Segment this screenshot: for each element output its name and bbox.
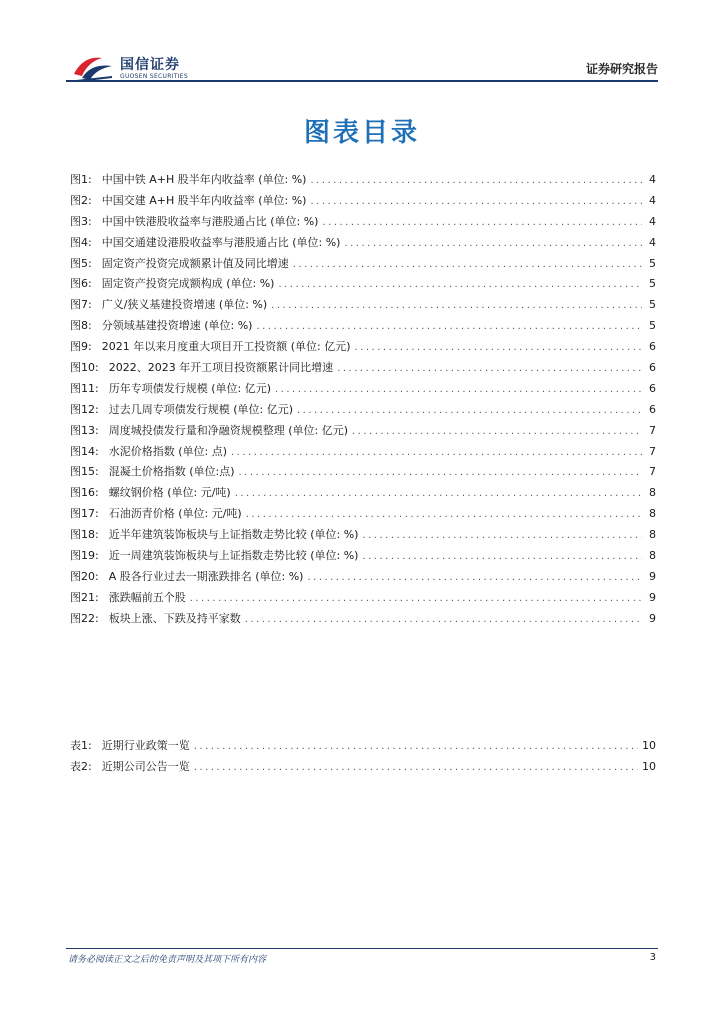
toc-figure-entry-page: 5 xyxy=(649,256,656,270)
toc-figure-entry-label: 图6: xyxy=(70,277,92,291)
toc-figure-entry-leader-dots xyxy=(310,171,642,191)
toc-figure-entry-leader-dots xyxy=(239,463,643,483)
toc-figure-entry-leader-dots xyxy=(355,338,643,358)
toc-figure-entry-page: 9 xyxy=(649,611,656,625)
toc-figure-entry-leader-dots xyxy=(278,275,642,295)
disclaimer-note[interactable]: 请务必阅读正文之后的免责声明及其项下所有内容 xyxy=(68,955,267,965)
toc-figure-entry-text: 水泥价格指数 (单位: 点) xyxy=(108,444,227,458)
page-header xyxy=(0,0,724,90)
toc-figure-entry-text: 中国中铁 A+H 股半年内收益率 (单位: %) xyxy=(101,173,307,186)
toc-figure-entry-page: 4 xyxy=(649,173,656,186)
toc-figure-entry-label: 图13: xyxy=(70,423,99,437)
toc-figure-entry-page: 7 xyxy=(649,444,656,458)
toc-figure-entry-label: 图19: xyxy=(70,549,99,563)
toc-figure-entry-leader-dots xyxy=(245,610,642,630)
toc-figure-entry-label: 图15: xyxy=(70,465,99,479)
toc-figure-entry-text: 过去几周专项债发行规模 (单位: 亿元) xyxy=(108,402,293,416)
toc-figure-entry-text: 2021 年以来月度重大项目开工投资额 (单位: 亿元) xyxy=(101,340,351,354)
toc-figure-entry[interactable] xyxy=(70,504,656,525)
toc-figure-entry-label: 图9: xyxy=(70,340,92,354)
toc-figure-entry[interactable] xyxy=(70,609,656,630)
toc-figure-entry-leader-dots xyxy=(322,213,642,233)
toc-figure-entry[interactable] xyxy=(70,588,656,609)
toc-figure-entry-label: 图5: xyxy=(70,256,92,270)
toc-figure-entry[interactable] xyxy=(70,400,656,421)
toc-figure-entry-text: 混凝土价格指数 (单位:点) xyxy=(108,465,235,479)
toc-figure-entry-text: 周度城投债发行量和净融资规模整理 (单位: 亿元) xyxy=(108,423,348,437)
toc-figure-entry-leader-dots xyxy=(275,380,642,400)
toc-figure-entry-text: 中国交建 A+H 股半年内收益率 (单位: %) xyxy=(101,193,307,207)
page-number: 3 xyxy=(649,952,656,963)
logo-text-en: GUOSEN SECURITIES xyxy=(120,73,189,80)
toc-table-entry-leader-dots xyxy=(194,758,638,778)
toc-figure-entry-leader-dots xyxy=(362,547,642,567)
toc-figure-entry-label: 图8: xyxy=(70,319,92,333)
toc-figure-entry-label: 图3: xyxy=(70,214,92,228)
toc-figure-entry-label: 图16: xyxy=(70,486,99,500)
table-list xyxy=(70,736,656,778)
toc-figure-entry-label: 图22: xyxy=(70,611,99,625)
toc-figure-entry-page: 4 xyxy=(649,235,656,249)
toc-figure-entry-page: 5 xyxy=(649,319,656,333)
toc-figure-entry-page: 8 xyxy=(649,549,656,563)
toc-figure-entry[interactable] xyxy=(70,483,656,504)
toc-figure-entry-text: 历年专项债发行规模 (单位: 亿元) xyxy=(108,381,271,395)
toc-figure-entry-text: 固定资产投资完成额累计值及同比增速 xyxy=(101,256,289,270)
toc-figure-entry-leader-dots xyxy=(256,317,642,337)
toc-figure-entry[interactable] xyxy=(70,191,656,212)
toc-figure-entry-page: 8 xyxy=(649,486,656,500)
logo-text-cn: 国信证券 xyxy=(120,57,180,73)
toc-figure-entry[interactable] xyxy=(70,421,656,442)
toc-figure-entry-page: 4 xyxy=(649,193,656,207)
toc-figure-entry-label: 图11: xyxy=(70,381,99,395)
toc-figure-entry-page: 6 xyxy=(649,381,656,395)
toc-figure-entry[interactable] xyxy=(70,358,656,379)
toc-figure-entry-page: 6 xyxy=(649,402,656,416)
toc-figure-entry-text: 近半年建筑装饰板块与上证指数走势比较 (单位: %) xyxy=(108,528,359,542)
toc-table-entry[interactable] xyxy=(70,757,656,778)
toc-figure-entry-leader-dots xyxy=(310,192,642,212)
toc-figure-entry[interactable] xyxy=(70,295,656,316)
header-divider xyxy=(66,80,658,82)
toc-figure-entry[interactable] xyxy=(70,379,656,400)
toc-figure-entry[interactable] xyxy=(70,337,656,358)
toc-figure-entry-page: 5 xyxy=(649,277,656,291)
toc-figure-entry-label: 图17: xyxy=(70,507,99,521)
toc-figure-entry[interactable] xyxy=(70,546,656,567)
toc-figure-entry-label: 图21: xyxy=(70,590,99,604)
toc-figure-entry-leader-dots xyxy=(231,443,642,463)
toc-figure-entry-page: 5 xyxy=(649,298,656,312)
toc-table-entry-label: 表2: xyxy=(70,759,92,773)
toc-table-entry-page: 10 xyxy=(642,739,656,752)
toc-figure-entry[interactable] xyxy=(70,170,656,191)
toc-figure-entry-label: 图20: xyxy=(70,569,99,583)
toc-table-entry[interactable] xyxy=(70,736,656,757)
toc-figure-entry-leader-dots xyxy=(352,422,642,442)
footer-divider xyxy=(66,948,658,949)
figure-list xyxy=(70,170,656,630)
toc-figure-entry-page: 9 xyxy=(649,590,656,604)
toc-figure-entry-leader-dots xyxy=(307,568,642,588)
toc-figure-entry-page: 7 xyxy=(649,423,656,437)
toc-figure-entry[interactable] xyxy=(70,254,656,275)
toc-figure-entry-leader-dots xyxy=(271,296,642,316)
toc-figure-entry-text: 涨跌幅前五个股 xyxy=(108,590,186,604)
toc-figure-entry[interactable] xyxy=(70,462,656,483)
toc-figure-entry-text: 石油沥青价格 (单位: 元/吨) xyxy=(108,507,242,521)
toc-title: 图表目录 xyxy=(303,118,420,148)
toc-figure-entry-page: 6 xyxy=(649,340,656,354)
toc-figure-entry-page: 7 xyxy=(649,465,656,479)
toc-figure-entry-leader-dots xyxy=(235,484,642,504)
toc-figure-entry-text: 中国中铁港股收益率与港股通占比 (单位: %) xyxy=(101,214,319,228)
guosen-logo-icon xyxy=(72,52,116,82)
toc-figure-entry-page: 8 xyxy=(649,528,656,542)
toc-table-entry-leader-dots xyxy=(194,737,638,757)
toc-figure-entry-page: 6 xyxy=(649,361,656,375)
toc-table-entry-page: 10 xyxy=(642,759,656,773)
toc-figure-entry-text: 2022、2023 年开工项目投资额累计同比增速 xyxy=(108,361,334,375)
report-type-label: 证券研究报告 xyxy=(585,62,658,76)
toc-table-entry-text: 近期公司公告一览 xyxy=(101,759,190,773)
toc-figure-entry-leader-dots xyxy=(293,255,642,275)
toc-figure-entry-label: 图12: xyxy=(70,402,99,416)
toc-figure-entry-label: 图10: xyxy=(70,361,99,375)
toc-figure-entry-label: 图7: xyxy=(70,298,92,312)
toc-figure-entry-leader-dots xyxy=(344,234,642,254)
toc-figure-entry-page: 8 xyxy=(649,507,656,521)
toc-figure-entry[interactable] xyxy=(70,316,656,337)
toc-figure-entry-leader-dots xyxy=(190,589,642,609)
toc-figure-entry-leader-dots xyxy=(362,526,642,546)
toc-figure-entry[interactable] xyxy=(70,274,656,295)
toc-figure-entry[interactable] xyxy=(70,567,656,588)
toc-figure-entry-label: 图14: xyxy=(70,444,99,458)
toc-figure-entry[interactable] xyxy=(70,212,656,233)
toc-figure-entry-leader-dots xyxy=(337,359,642,379)
toc-figure-entry-text: A 股各行业过去一期涨跌排名 (单位: %) xyxy=(108,569,304,583)
toc-figure-entry-label: 图18: xyxy=(70,528,99,542)
toc-figure-entry-text: 固定资产投资完成额构成 (单位: %) xyxy=(101,277,275,291)
toc-figure-entry[interactable] xyxy=(70,525,656,546)
toc-figure-entry-text: 中国交通建设港股收益率与港股通占比 (单位: %) xyxy=(101,235,341,249)
toc-figure-entry-leader-dots xyxy=(297,401,642,421)
toc-figure-entry-text: 分领域基建投资增速 (单位: %) xyxy=(101,319,253,333)
toc-figure-entry-text: 板块上涨、下跌及持平家数 xyxy=(108,611,241,625)
toc-figure-entry-leader-dots xyxy=(246,505,642,525)
toc-figure-entry[interactable] xyxy=(70,233,656,254)
toc-figure-entry-page: 4 xyxy=(649,214,656,228)
toc-figure-entry-text: 近一周建筑装饰板块与上证指数走势比较 (单位: %) xyxy=(108,549,359,563)
toc-figure-entry-text: 广义/狭义基建投资增速 (单位: %) xyxy=(101,298,268,312)
toc-table-entry-text: 近期行业政策一览 xyxy=(101,739,190,752)
toc-figure-entry-page: 9 xyxy=(649,569,656,583)
toc-figure-entry[interactable] xyxy=(70,442,656,463)
toc-figure-entry-label: 图1: xyxy=(70,173,92,186)
toc-table-entry-label: 表1: xyxy=(70,739,92,752)
toc-figure-entry-text: 螺纹钢价格 (单位: 元/吨) xyxy=(108,486,231,500)
toc-figure-entry-label: 图4: xyxy=(70,235,92,249)
toc-figure-entry-label: 图2: xyxy=(70,193,92,207)
